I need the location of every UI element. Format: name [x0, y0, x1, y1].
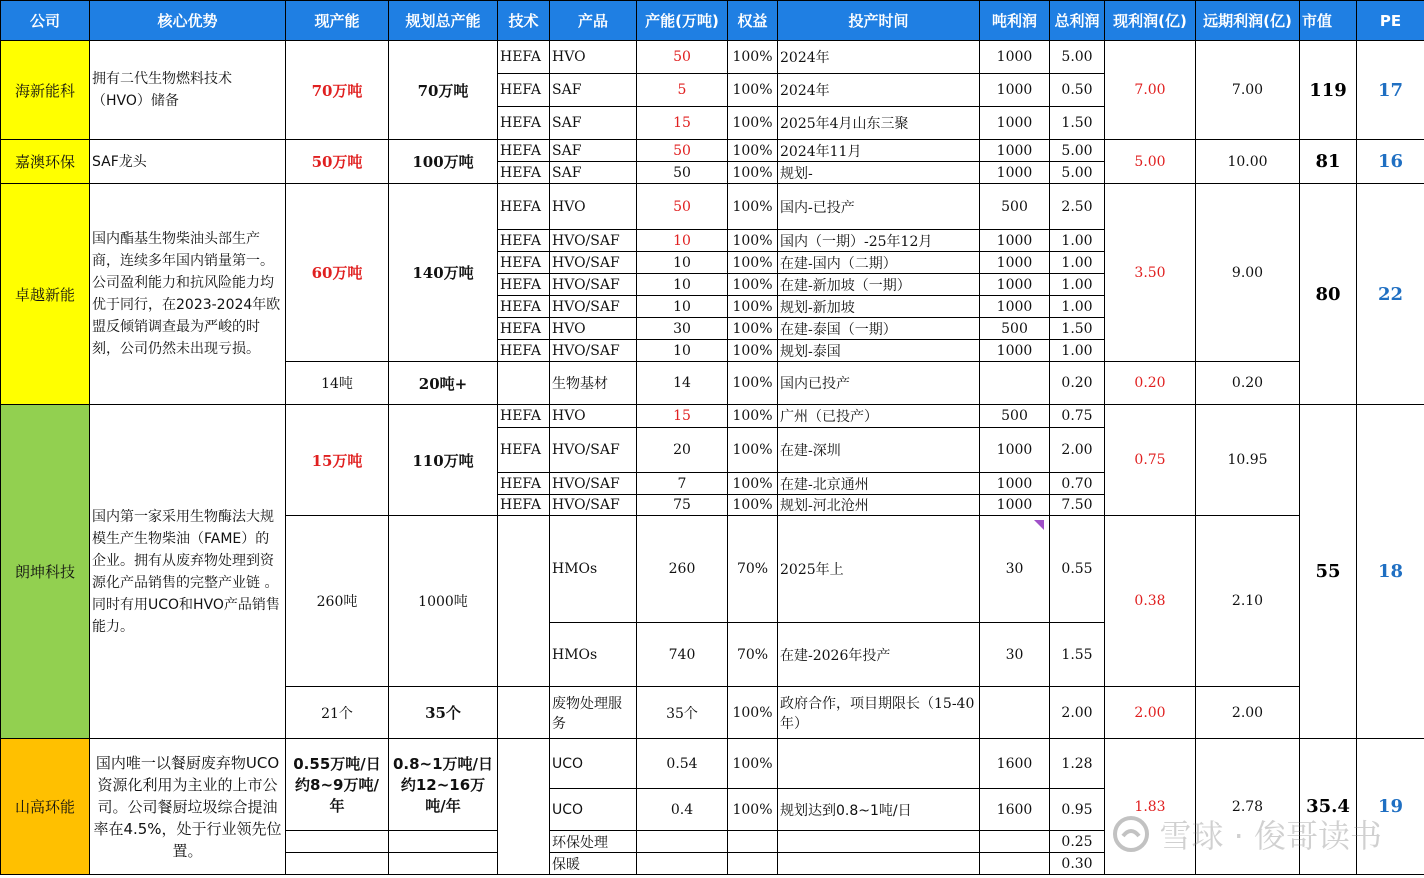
current-capacity: 14吨 [286, 362, 389, 405]
total-profit: 1.50 [1050, 318, 1105, 340]
product: HVO [550, 405, 637, 428]
product: HVO/SAF [550, 296, 637, 318]
total-profit: 0.50 [1050, 74, 1105, 107]
tech: HEFA [498, 340, 550, 362]
header-market-cap[interactable]: 市值 [1300, 1, 1357, 41]
tech [498, 516, 550, 687]
capacity-value: 50 [637, 140, 728, 162]
capacity-value: 0.4 [637, 789, 728, 831]
product: SAF [550, 162, 637, 184]
tech: HEFA [498, 405, 550, 428]
tech [498, 739, 550, 875]
watermark-text: 雪球 · 俊哥读书 [1159, 817, 1382, 855]
core-advantage: 国内唯一以餐厨废弃物UCO资源化利用为主业的上市公司。公司餐厨垃圾综合提油率在4.5%，处于行业领先位置。 [90, 739, 286, 875]
current-profit: 7.00 [1105, 41, 1196, 140]
total-profit: 5.00 [1050, 41, 1105, 74]
planned-capacity: 35个 [389, 687, 498, 739]
header-row [1, 1, 1424, 41]
core-advantage: 国内第一家采用生物酶法大规模生产生物柴油（FAME）的企业。拥有从废弃物处理到资源化产品销售的完整产业链 。同时有用UCO和HVO产品销售能力。 [90, 405, 286, 739]
header-capacity[interactable]: 现产能 [286, 1, 389, 41]
header-future-profit[interactable]: 远期利润(亿) [1196, 1, 1300, 41]
product: 环保处理 [550, 831, 637, 853]
planned-capacity: 1000吨 [389, 516, 498, 687]
current-profit: 0.75 [1105, 405, 1196, 516]
tech: HEFA [498, 140, 550, 162]
total-profit: 7.50 [1050, 495, 1105, 516]
start-time: 在建-泰国（一期） [778, 318, 980, 340]
pe-value: 19 [1357, 739, 1424, 875]
equity: 100% [728, 252, 778, 274]
product: SAF [550, 107, 637, 140]
product: HVO [550, 41, 637, 74]
future-profit: 0.20 [1196, 362, 1300, 405]
tech: HEFA [498, 74, 550, 107]
start-time: 2025年上 [778, 516, 980, 623]
capacity-value: 10 [637, 274, 728, 296]
start-time: 2024年 [778, 41, 980, 74]
equity: 100% [728, 405, 778, 428]
total-profit: 0.55 [1050, 516, 1105, 623]
future-profit: 2.00 [1196, 687, 1300, 739]
ton-profit: 1000 [980, 230, 1050, 252]
start-time [778, 831, 980, 853]
table-row [1, 140, 1424, 162]
start-time [778, 853, 980, 875]
capacity-value: 50 [637, 41, 728, 74]
total-profit: 0.75 [1050, 405, 1105, 428]
product: UCO [550, 789, 637, 831]
planned-capacity [389, 831, 498, 853]
company-name[interactable]: 海新能科 [1, 41, 90, 140]
current-capacity [286, 831, 389, 853]
future-profit: 10.95 [1196, 405, 1300, 516]
capacity-value: 260 [637, 516, 728, 623]
table-row [1, 739, 1424, 789]
company-name[interactable]: 朗坤科技 [1, 405, 90, 739]
market-cap: 119 [1300, 41, 1357, 140]
current-profit: 5.00 [1105, 140, 1196, 184]
current-profit: 3.50 [1105, 184, 1196, 362]
start-time: 2025年4月山东三聚 [778, 107, 980, 140]
header-company[interactable]: 公司 [1, 1, 90, 41]
planned-capacity: 70万吨 [389, 41, 498, 140]
start-time: 在建-新加坡（一期） [778, 274, 980, 296]
tech: HEFA [498, 495, 550, 516]
company-name[interactable]: 卓越新能 [1, 184, 90, 405]
product: HVO/SAF [550, 274, 637, 296]
equity: 100% [728, 739, 778, 789]
start-time: 规划-河北沧州 [778, 495, 980, 516]
total-profit: 2.00 [1050, 687, 1105, 739]
core-advantage: 拥有二代生物燃料技术（HVO）储备 [90, 41, 286, 140]
current-capacity: 50万吨 [286, 140, 389, 184]
equity: 100% [728, 184, 778, 230]
total-profit: 1.28 [1050, 739, 1105, 789]
product: HVO/SAF [550, 428, 637, 473]
market-cap: 81 [1300, 140, 1357, 184]
tech [498, 362, 550, 405]
start-time: 规划-泰国 [778, 340, 980, 362]
planned-capacity: 100万吨 [389, 140, 498, 184]
equity: 100% [728, 162, 778, 184]
current-capacity: 21个 [286, 687, 389, 739]
tech: HEFA [498, 230, 550, 252]
equity: 100% [728, 362, 778, 405]
total-profit: 0.25 [1050, 831, 1105, 853]
ton-profit: 1000 [980, 41, 1050, 74]
current-profit: 0.20 [1105, 362, 1196, 405]
total-profit: 1.00 [1050, 230, 1105, 252]
header-advantage[interactable]: 核心优势 [90, 1, 286, 41]
capacity-value [637, 831, 728, 853]
product: HVO/SAF [550, 230, 637, 252]
equity: 100% [728, 789, 778, 831]
tech: HEFA [498, 41, 550, 74]
equity: 70% [728, 623, 778, 687]
capacity-value: 75 [637, 495, 728, 516]
ton-profit: 1000 [980, 140, 1050, 162]
ton-profit: 500 [980, 405, 1050, 428]
capacity-value: 20 [637, 428, 728, 473]
core-advantage: SAF龙头 [90, 140, 286, 184]
tech: HEFA [498, 274, 550, 296]
start-time: 在建-2026年投产 [778, 623, 980, 687]
company-name[interactable]: 山高环能 [1, 739, 90, 875]
capacity-value: 50 [637, 184, 728, 230]
capacity-value: 10 [637, 340, 728, 362]
start-time: 2024年 [778, 74, 980, 107]
product: HVO/SAF [550, 495, 637, 516]
market-cap: 55 [1300, 405, 1357, 739]
ton-profit [980, 853, 1050, 875]
total-profit: 0.95 [1050, 789, 1105, 831]
market-cap: 35.4 [1300, 739, 1357, 875]
planned-capacity [389, 853, 498, 875]
total-profit: 1.00 [1050, 274, 1105, 296]
table-row [1, 405, 1424, 428]
start-time: 2024年11月 [778, 140, 980, 162]
tech: HEFA [498, 296, 550, 318]
tech: HEFA [498, 473, 550, 495]
capacity-value: 10 [637, 252, 728, 274]
ton-profit: 30 [980, 623, 1050, 687]
table-row [1, 41, 1424, 74]
current-profit: 2.00 [1105, 687, 1196, 739]
product: UCO [550, 739, 637, 789]
header-total-profit[interactable]: 总利润 [1050, 1, 1105, 41]
equity: 100% [728, 41, 778, 74]
future-profit: 7.00 [1196, 41, 1300, 140]
equity: 100% [728, 140, 778, 162]
product: SAF [550, 74, 637, 107]
ton-profit: 1000 [980, 495, 1050, 516]
header-pe[interactable]: PE [1357, 1, 1424, 41]
total-profit: 1.00 [1050, 252, 1105, 274]
header-tech[interactable]: 技术 [498, 1, 550, 41]
header-product[interactable]: 产品 [550, 1, 637, 41]
ton-profit: 1000 [980, 162, 1050, 184]
product: HVO [550, 184, 637, 230]
total-profit: 5.00 [1050, 162, 1105, 184]
start-time: 在建-深圳 [778, 428, 980, 473]
start-time: 国内-已投产 [778, 184, 980, 230]
ton-profit: 1000 [980, 107, 1050, 140]
product: 生物基材 [550, 362, 637, 405]
capacity-value: 15 [637, 107, 728, 140]
current-capacity: 70万吨 [286, 41, 389, 140]
ton-profit: 1600 [980, 739, 1050, 789]
start-time: 在建-北京通州 [778, 473, 980, 495]
product: HVO/SAF [550, 473, 637, 495]
start-time [778, 739, 980, 789]
ton-profit: 1000 [980, 74, 1050, 107]
planned-capacity: 0.8~1万吨/日约12~16万吨/年 [389, 739, 498, 831]
ton-profit: 1000 [980, 274, 1050, 296]
header-planned[interactable]: 规划总产能 [389, 1, 498, 41]
tech: HEFA [498, 428, 550, 473]
ton-profit: 1000 [980, 340, 1050, 362]
tech: HEFA [498, 162, 550, 184]
total-profit: 0.30 [1050, 853, 1105, 875]
ton-profit [980, 831, 1050, 853]
pe-value: 16 [1357, 140, 1424, 184]
ton-profit: 30 [980, 516, 1050, 623]
pe-value: 22 [1357, 184, 1424, 405]
equity [728, 853, 778, 875]
future-profit: 10.00 [1196, 140, 1300, 184]
current-capacity [286, 853, 389, 875]
pe-value: 17 [1357, 41, 1424, 140]
current-capacity: 260吨 [286, 516, 389, 687]
equity: 100% [728, 318, 778, 340]
total-profit: 2.00 [1050, 428, 1105, 473]
header-ton-profit[interactable]: 吨利润 [980, 1, 1050, 41]
capacity-value: 35个 [637, 687, 728, 739]
equity: 100% [728, 74, 778, 107]
equity: 100% [728, 230, 778, 252]
product: HVO [550, 318, 637, 340]
capacity-value [637, 853, 728, 875]
product: HVO/SAF [550, 340, 637, 362]
capacity-value: 10 [637, 230, 728, 252]
start-time: 广州（已投产） [778, 405, 980, 428]
planned-capacity: 140万吨 [389, 184, 498, 362]
total-profit: 0.20 [1050, 362, 1105, 405]
cell-comment-marker [1034, 520, 1044, 530]
future-profit: 2.78 [1196, 739, 1300, 875]
future-profit: 9.00 [1196, 184, 1300, 362]
equity: 100% [728, 274, 778, 296]
total-profit: 2.50 [1050, 184, 1105, 230]
product: 保暖 [550, 853, 637, 875]
current-capacity: 0.55万吨/日约8~9万吨/年 [286, 739, 389, 831]
capacity-value: 740 [637, 623, 728, 687]
planned-capacity: 20吨+ [389, 362, 498, 405]
total-profit: 1.00 [1050, 340, 1105, 362]
start-time: 在建-国内（二期） [778, 252, 980, 274]
capacity-value: 30 [637, 318, 728, 340]
total-profit: 5.00 [1050, 140, 1105, 162]
ton-profit [980, 362, 1050, 405]
ton-profit: 1000 [980, 296, 1050, 318]
ton-profit: 1000 [980, 473, 1050, 495]
ton-profit: 500 [980, 318, 1050, 340]
pe-value: 18 [1357, 405, 1424, 739]
equity: 100% [728, 340, 778, 362]
capacity-value: 14 [637, 362, 728, 405]
start-time: 政府合作，项目期限长（15-40年） [778, 687, 980, 739]
tech: HEFA [498, 252, 550, 274]
total-profit: 0.70 [1050, 473, 1105, 495]
equity: 100% [728, 296, 778, 318]
ton-profit: 500 [980, 184, 1050, 230]
tech: HEFA [498, 318, 550, 340]
total-profit: 1.55 [1050, 623, 1105, 687]
capacity-value: 50 [637, 162, 728, 184]
start-time: 规划-新加坡 [778, 296, 980, 318]
header-current-profit[interactable]: 现利润(亿) [1105, 1, 1196, 41]
equity: 100% [728, 428, 778, 473]
product: HMOs [550, 623, 637, 687]
current-profit: 1.83 [1105, 739, 1196, 875]
product: HVO/SAF [550, 252, 637, 274]
ton-profit: 1000 [980, 428, 1050, 473]
company-name[interactable]: 嘉澳环保 [1, 140, 90, 184]
current-capacity: 60万吨 [286, 184, 389, 362]
planned-capacity: 110万吨 [389, 405, 498, 516]
equity: 100% [728, 107, 778, 140]
tech: HEFA [498, 184, 550, 230]
start-time: 规划达到0.8~1吨/日 [778, 789, 980, 831]
start-time: 国内（一期）-25年12月 [778, 230, 980, 252]
table-row [1, 184, 1424, 230]
equity [728, 831, 778, 853]
capacity-value: 10 [637, 296, 728, 318]
tech [498, 687, 550, 739]
capacity-value: 7 [637, 473, 728, 495]
total-profit: 1.50 [1050, 107, 1105, 140]
capacity-value: 15 [637, 405, 728, 428]
header-cap-wt[interactable]: 产能(万吨) [637, 1, 728, 41]
product: HMOs [550, 516, 637, 623]
future-profit: 2.10 [1196, 516, 1300, 687]
equity: 100% [728, 687, 778, 739]
capacity-value: 0.54 [637, 739, 728, 789]
market-cap: 80 [1300, 184, 1357, 405]
tech: HEFA [498, 107, 550, 140]
total-profit: 1.00 [1050, 296, 1105, 318]
ton-profit: 1000 [980, 252, 1050, 274]
start-time: 规划- [778, 162, 980, 184]
current-profit: 0.38 [1105, 516, 1196, 687]
equity: 70% [728, 516, 778, 623]
header-time[interactable]: 投产时间 [778, 1, 980, 41]
start-time: 国内已投产 [778, 362, 980, 405]
equity: 100% [728, 473, 778, 495]
ton-profit [980, 687, 1050, 739]
product: SAF [550, 140, 637, 162]
capacity-value: 5 [637, 74, 728, 107]
core-advantage: 国内酯基生物柴油头部生产商，连续多年国内销量第一。公司盈利能力和抗风险能力均优于同行，在2023-2024年欧盟反倾销调查最为严峻的时刻，公司仍然未出现亏损。 [90, 184, 286, 405]
product: 废物处理服务 [550, 687, 637, 739]
current-capacity: 15万吨 [286, 405, 389, 516]
ton-profit: 1600 [980, 789, 1050, 831]
equity: 100% [728, 495, 778, 516]
header-equity[interactable]: 权益 [728, 1, 778, 41]
